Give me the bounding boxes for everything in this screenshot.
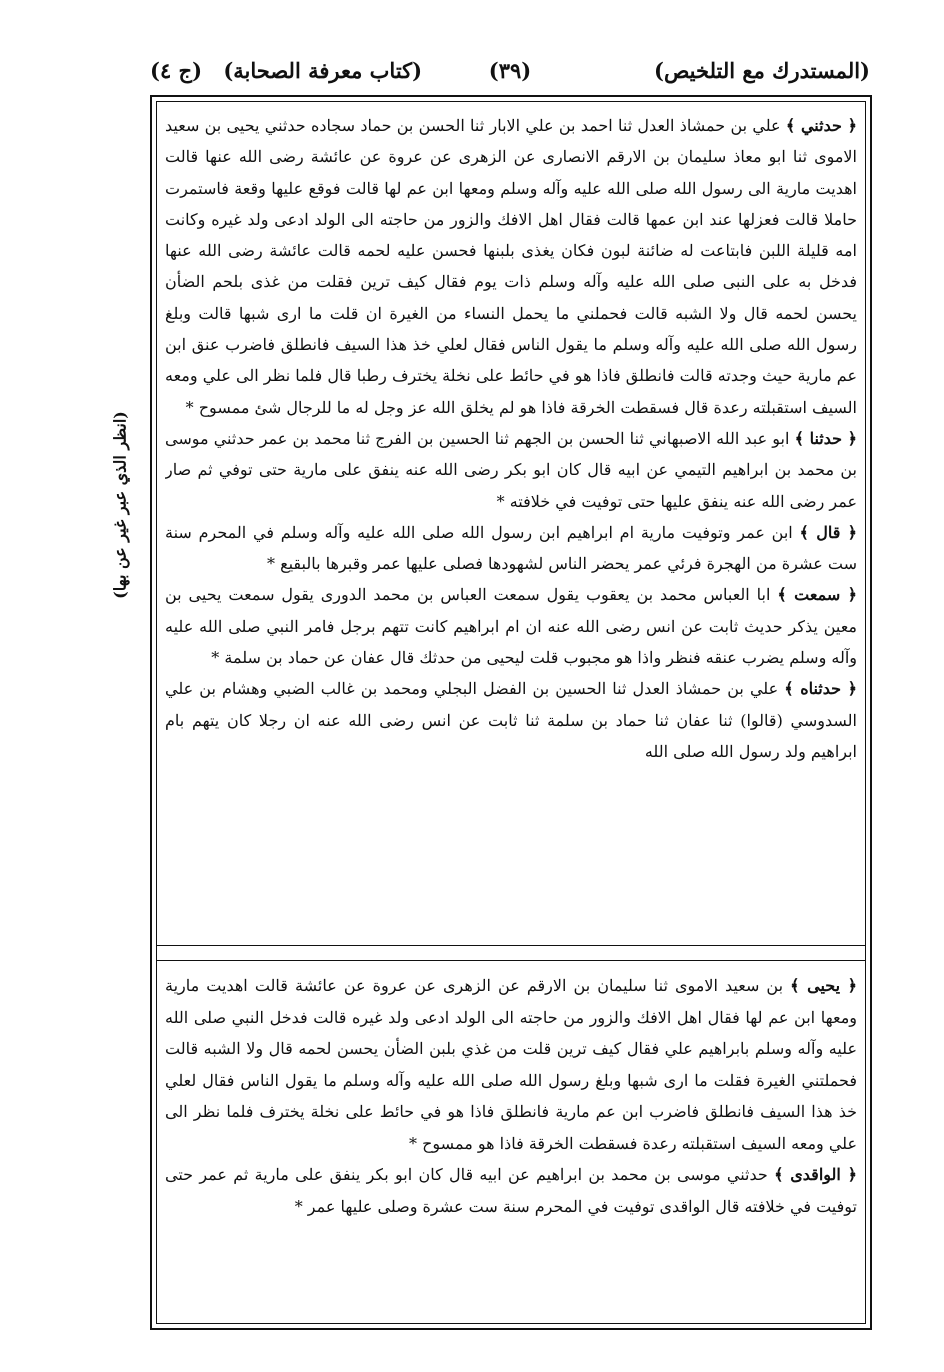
page-frame (150, 95, 872, 1330)
paragraph-lead: ﴿ الواقدى ﴾ (774, 1165, 857, 1184)
paragraph-text: حدثني موسى بن محمد بن ابراهيم عن ابيه قال كان ابو بكر ينفق على مارية ثم عمر حتى توفيت في خلافته قال الواقدى توفيت في المحرم سنة ست عشرة وصلى عليها عمر * (165, 1165, 857, 1216)
paragraph-text: ابا العباس محمد بن يعقوب يقول سمعت العباس بن محمد الدورى يقول سمعت يحيى بن معين يذكر حديث ثابت عن انس رضى الله عنه ان ام ابراهيم كانت تتهم برجل فامر النبي صلى الله عليه وآله وسلم يضرب عنقه فنظر واذا هو مجبوب قلت ليحيى من حدثك قال عفان عن حماد بن سلمة * (165, 585, 857, 668)
paragraph-lead: ﴿ قال ﴾ (799, 522, 857, 542)
paragraph-lead: ﴿ سمعت ﴾ (777, 585, 857, 605)
main-text (165, 110, 857, 910)
paragraph-text: ابو عبد الله الاصبهاني ثنا الحسن بن الجهم ثنا الحسين بن الفرج ثنا محمد بن عمر حدثني موسى بن محمد بن ابراهيم التيمي عن ابيه قال كان ابو بكر رضى الله عنه ينفق على مارية حتى توفي ثم صار عمر رضى الله عنه ينفق عليها حتى توفيت في خلافته * (165, 428, 857, 511)
paragraph-lead: ﴿ حدثنا ﴾ (794, 428, 857, 448)
divider-rule (157, 945, 865, 946)
paragraph-lead: ﴿ حدثناه ﴾ (784, 679, 857, 699)
paragraph (165, 110, 857, 423)
paragraph-lead: ﴿ يحيى ﴾ (790, 976, 857, 995)
margin-note (100, 385, 140, 625)
page-header (150, 58, 870, 92)
summary-text (165, 970, 857, 1320)
book-title: (كتاب معرفة الصحابة) (223, 58, 423, 83)
paragraph-text: علي بن حمشاذ العدل ثنا احمد بن علي الابار ثنا الحسن بن حماد سجاده حدثني يحيى بن سعيد الاموى ثنا ابو معاذ سليمان بن الارقم الانصارى عن الزهرى عن عروة عن عائشة رضى الله عنها قالت اهديت مارية الى رسول الله صلى الله عليه وآله وسلم ومعها ابن عم لها قالت فوقع عليها وقعة فاستمرت حاملا قالت فعزلها عند ابن عمها قالت فقال اهل الافك والزور من حاجته الى الولد ادعى ولد غيره وكانت امه قليلة اللبن فابتاعت له ضائنة لبون فكان يغذى بلبنها فحسن عليه لحمه قالت عائشة رضى الله عنها فدخل به على النبى صلى الله عليه وآله وسلم ذات يوم فقال كيف ترين فقلت من غذى بلحم الضأن يحسن لحمه قال ولا الشبه قالت فحملني ما يحمل النساء من الغيرة ان قلت ما ارى شبها قالت وبلغ رسول الله صلى الله عليه وآله وسلم ما يقول الناس فقال لعلي خذ هذا السيف فانطلق فاضرب عنق ابن عم مارية حيث وجدته قالت فانطلق فاذا هو في حائط على نخلة يخترف رطبا قال فلما نظر الى علي ومعه السيف استقبلته رعدة قال فسقطت الخرقة فاذا هو لم يخلق الله عز وجل له ما للرجال شئ ممسوح * (165, 116, 857, 417)
paragraph (165, 423, 857, 517)
paragraph-lead: ﴿ حدثني ﴾ (785, 116, 857, 135)
paragraph (165, 970, 857, 1159)
paragraph-text: بن سعيد الاموى ثنا سليمان بن الارقم عن الزهرى عن عروة عن عائشة قالت اهديت مارية ومعها ابن عم لها فقال اهل الافك والزور من حاجته الى الولد ادعى ولد غيره قالت فدخل النبي صلى الله عليه وآله وسلم بابراهيم علي فقال كيف ترين قلت من غذي بلبن الضأن يحسن لحمه قال ولا الشبه قالت فحملتني الغيرة فقلت ما ارى شبها وبلغ رسول الله صلى الله عليه وآله وسلم ما يقول الناس فقال لعلي خذ هذا السيف فانطلق فاضرب ابن عم مارية فانطلق فاذا هو في حائط على نخلة يخترف فلما نظر الى علي ومعه السيف استقبلته رعدة فسقطت الخرقة فاذا هو ممسوح * (165, 976, 857, 1153)
inner-frame (156, 101, 866, 1324)
running-title: (المستدرك مع التلخيص) (654, 58, 870, 83)
paragraph-text: ابن عمر وتوفيت مارية ام ابراهيم ابن رسول الله صلى الله عليه وآله وسلم في المحرم سنة ست عشرة من الهجرة فرئي عمر يحضر الناس لشهودها فصلى عليها عمر وقبرها بالبقيع * (165, 522, 857, 574)
paragraph-text: علي بن حمشاذ العدل ثنا الحسين بن الفضل البجلي ومحمد بن غالب الضبي وهشام بن علي السدوسي (قالوا) ثنا عفان ثنا حماد بن سلمة ثنا ثابت عن انس رضى الله عنه ان رجلا كان يتهم بام ابراهيم ولد رسول الله صلى الله (165, 679, 857, 761)
paragraph (165, 1159, 857, 1222)
paragraph (165, 517, 857, 580)
volume-number: (ج ٤) (150, 58, 203, 83)
paragraph (165, 579, 857, 673)
margin-note-text: (انظر الذي عبر غير عن بها) (110, 411, 130, 599)
paragraph (165, 673, 857, 767)
section-title (150, 58, 422, 83)
divider-rule (157, 960, 865, 961)
page-number: (٣٩) (488, 58, 532, 83)
